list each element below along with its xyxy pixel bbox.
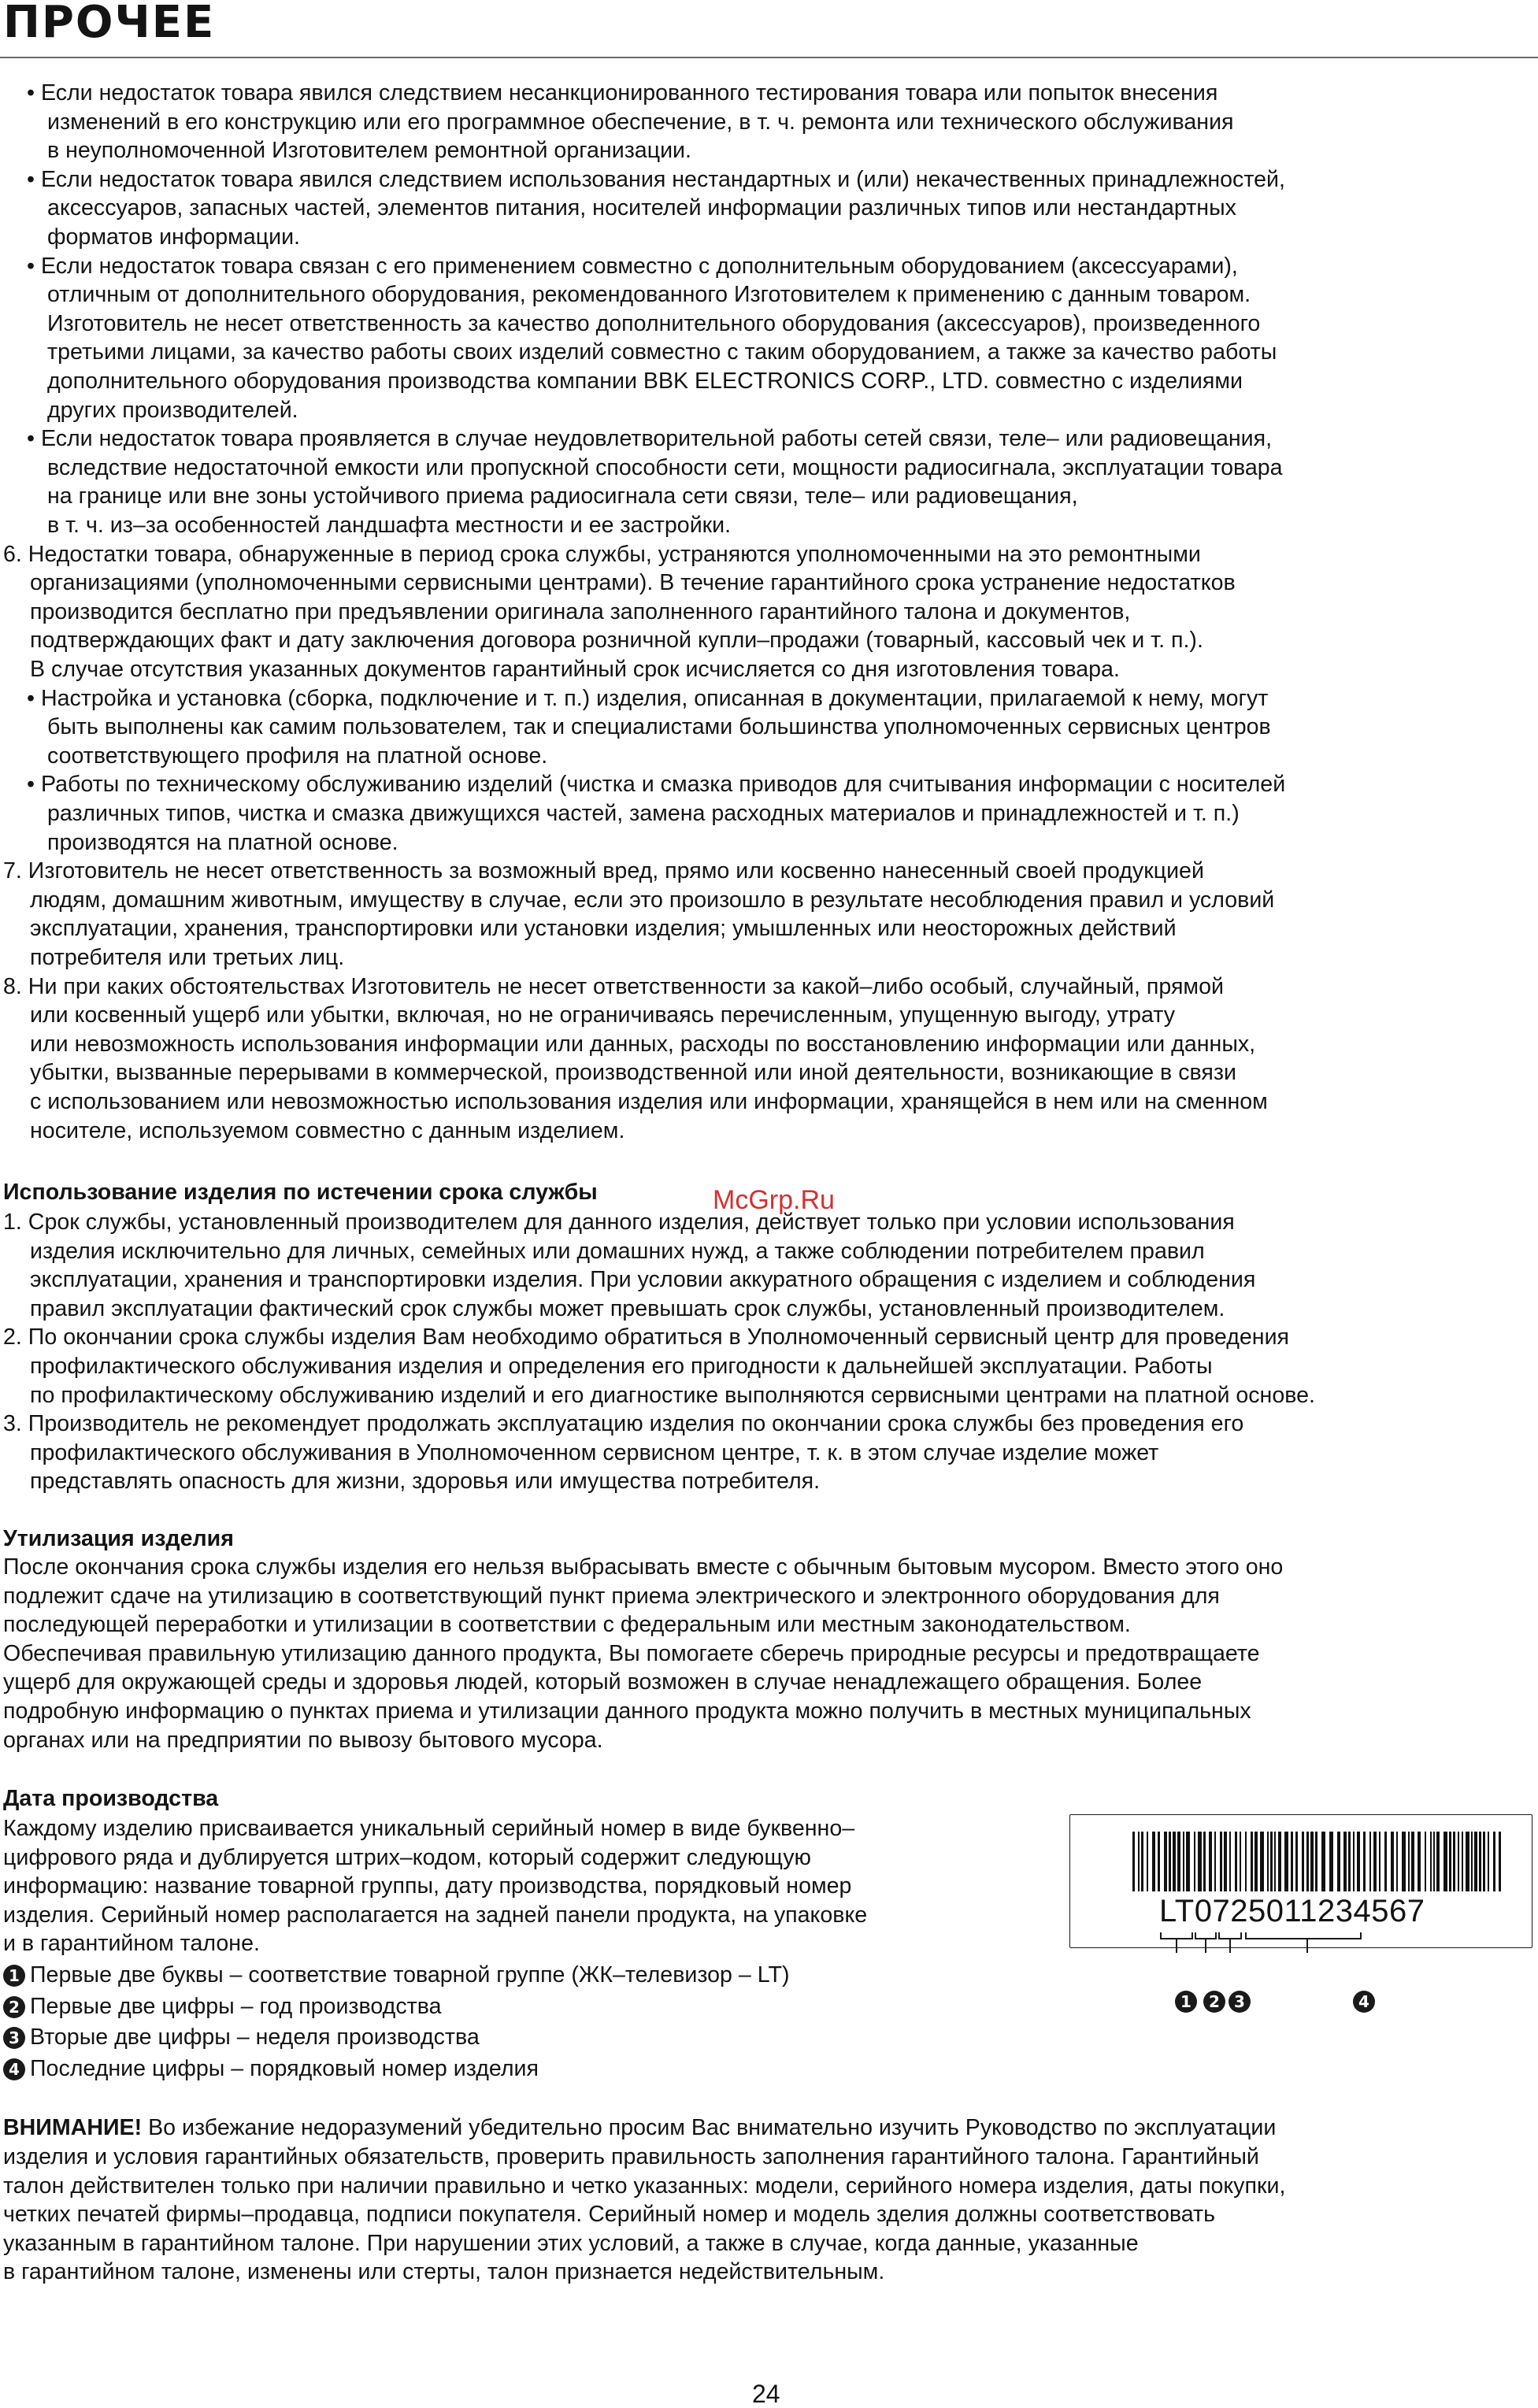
attention-first-line [3,2113,1276,2142]
warranty-line: • Если недостаток товара явился следствием использования нестандартных и (или) некачественных принадлежностей, [27,166,1285,192]
barcode-bar [1274,1832,1276,1891]
barcode-bar [1453,1832,1455,1891]
serial-number: LT0725011234567 [1159,1894,1425,1928]
serial-segment-brackets [1158,1931,1362,1962]
page-number: 24 [752,2380,780,2408]
barcode-marker: 2 [1203,1991,1225,2013]
serial-legend-text: Последние цифры – порядковый номер изделия [30,2055,539,2081]
production-date-line: цифрового ряда и дублируется штрих–кодом, который содержит следующую [3,1844,811,1870]
barcode-bar [1267,1832,1269,1891]
warranty-line: 6. Недостатки товара, обнаруженные в период срока службы, устраняются уполномоченными на это ремонтными [3,541,1201,567]
barcode-bar [1343,1832,1347,1891]
warranty-line: форматов информации. [47,224,300,250]
warranty-line: других производителей. [47,397,298,423]
service-life-line: 1. Срок службы, установленный производителем для данного изделия, действует только при условии использования [3,1210,1235,1235]
warranty-line: подтверждающих факт и дату заключения договора розничной купли–продажи (товарный, кассовый чек и т. п.). [30,628,1203,654]
warranty-line: на границе или вне зоны устойчивого приема радиосигнала сети связи, теле– или радиовещания, [47,483,1078,509]
warranty-line: В случае отсутствия указанных документов гарантийный срок исчисляется со дня изготовления товара. [30,657,1120,682]
barcode-bar [1306,1832,1309,1891]
barcode-bar [1177,1832,1180,1891]
warranty-line: • Настройка и установка (сборка, подключение и т. п.) изделия, описанная в документации, прилагаемой к нему, могут [27,685,1269,711]
warranty-line: быть выполнены как самим пользователем, так и специалистами большинства уполномоченных сервисных центров [47,714,1271,740]
barcode-bar [1499,1832,1501,1891]
barcode-bar [1220,1832,1222,1891]
serial-legend-item [3,1961,790,1989]
warranty-line: Изготовитель не несет ответственность за качество дополнительного оборудования (аксессуаров), произведенного [47,310,1261,336]
attention-label: ВНИМАНИЕ! [3,2115,143,2140]
service-life-line: изделия исключительно для личных, семейных или домашних нужд, а также соблюдении потребителем правил [30,1238,1205,1264]
barcode-bar [1251,1832,1253,1891]
service-life-line: 2. По окончании срока службы изделия Вам необходимо обратиться в Уполномоченный сервисный центр для проведения [3,1324,1290,1350]
barcode-bar [1402,1832,1406,1891]
production-date-heading: Дата производства [3,1786,219,1811]
barcode-bar [1183,1832,1184,1891]
warranty-line: вследствие недостаточной емкости или пропускной способности сети, мощности радиосигнала, эксплуатации товара [47,454,1283,480]
number-badge: 1 [3,1965,25,1987]
barcode-bar [1443,1832,1447,1891]
barcode-bar [1315,1832,1317,1891]
barcode-bar [1369,1832,1371,1891]
warranty-line: убытки, вызванные перерывами в коммерческой, производственной или иной деятельности, возникающие в связи [30,1060,1236,1086]
service-life-heading: Использование изделия по истечении срока службы [3,1180,598,1205]
number-badge: 4 [3,2058,25,2080]
barcode-bar [1466,1832,1469,1891]
barcode-bar [1209,1832,1212,1891]
barcode-bar [1488,1832,1489,1891]
service-life-line: эксплуатации, хранения и транспортировки изделия. При условии аккуратного обращения с изделием и соблюдения [30,1267,1256,1293]
serial-legend-text: Первые две цифры – год производства [30,1993,442,2019]
warranty-line: производятся на платной основе. [47,829,398,855]
barcode-bar [1458,1832,1459,1891]
warranty-line: соответствующего профиля на платной основе. [47,743,548,769]
attention-text: Во избежание недоразумений убедительно просим Вас внимательно изучить Руководство по эксплуатации [148,2115,1277,2140]
disposal-line: подлежит сдаче на утилизацию в соответствующий пункт приема электрического и электронного оборудования для [3,1583,1220,1609]
disposal-heading: Утилизация изделия [3,1526,234,1551]
barcode-bar [1198,1832,1202,1891]
warranty-line: 8. Ни при каких обстоятельствах Изготовитель не несет ответственности за какой–либо особый, случайный, прямой [3,973,1224,999]
warranty-line: эксплуатации, хранения, транспортировки или установки изделия; умышленных или неосторожных действий [30,916,1177,942]
warranty-line: или невозможность использования информации или данных, расходы по восстановлению информации или данных, [30,1031,1256,1057]
barcode-bar [1147,1832,1148,1891]
barcode-bar [1396,1832,1398,1891]
barcode-bar [1138,1832,1140,1891]
barcode-bar [1158,1832,1160,1891]
warranty-line: или косвенный ущерб или убытки, включая, но не ограничиваясь перечисленным, упущенную выгоду, утрату [30,1002,1176,1028]
barcode-bar [1270,1832,1273,1891]
barcode-image [1126,1832,1510,1893]
warranty-line: носителе, используемом совместно с данным изделием. [30,1117,625,1143]
barcode-bar [1164,1832,1167,1891]
barcode-bar [1152,1832,1155,1891]
watermark: McGrp.Ru [713,1185,835,1215]
barcode-bar [1353,1832,1355,1891]
warranty-line: • Если недостаток товара явился следствием несанкционированного тестирования товара или попыток внесения [27,80,1218,106]
serial-legend-text: Вторые две цифры – неделя производства [30,2025,480,2051]
production-date-line: Каждому изделию присваивается уникальный серийный номер в виде буквенно– [3,1816,855,1841]
barcode-bar [1229,1832,1231,1891]
production-date-line: изделия. Серийный номер располагается на задней панели продукта, на упаковке [3,1902,868,1928]
barcode-bar [1321,1832,1325,1891]
barcode-bar [1245,1832,1247,1891]
warranty-line: в неуполномоченной Изготовителем ремонтной организации. [47,138,691,164]
warranty-line: людям, домашним животным, имуществу в случае, если это произошло в результате несоблюдения правил и условий [30,887,1275,913]
production-date-line: информацию: название товарной группы, дату производства, порядковый номер [3,1873,852,1899]
service-life-line: 3. Производитель не рекомендует продолжать эксплуатацию изделия по окончании срока службы без проведения его [3,1411,1244,1437]
barcode-bar [1384,1832,1387,1891]
number-badge: 3 [3,2027,25,2049]
barcode-bar [1186,1832,1190,1891]
disposal-line: органах или на предприятии по вывозу бытового мусора. [3,1727,603,1753]
barcode-marker: 3 [1229,1991,1251,2013]
disposal-line: После окончания срока службы изделия его нельзя выбрасывать вместе с обычным бытовым мусором. Вместо этого оно [3,1554,1284,1580]
service-life-line: представлять опасность для жизни, здоровья или имущества потребителя. [30,1469,821,1495]
service-life-line: правил эксплуатации фактический срок службы может превышать срок службы, установленный производителем. [30,1295,1225,1321]
production-date-line: и в гарантийном талоне. [3,1931,260,1957]
warranty-line: с использованием или невозможностью использования изделия или информации, хранящейся в нем или на сменном [30,1089,1268,1114]
barcode-bar [1373,1832,1377,1891]
warranty-line: в т. ч. из–за особенностей ландшафта местности и ее застройки. [47,513,732,538]
attention-line: талон действителен только при наличии правильно и четко указанных: модели, серийного номера изделия, даты покупки, [3,2173,1286,2199]
barcode-bar [1430,1832,1432,1891]
barcode-bar [1203,1832,1206,1891]
warranty-line: дополнительного оборудования производства компании BBK ELECTRONICS CORP., LTD. совместно с изделиями [47,369,1243,394]
disposal-line: последующей переработки и утилизации в соответствии с федеральным или местным законодательством. [3,1612,1131,1638]
barcode-bar [1278,1832,1281,1891]
warranty-line: • Работы по техническому обслуживанию изделий (чистка и смазка приводов для считывания информации с носителей [27,772,1286,798]
warranty-line: потребителя или третьих лиц. [30,945,345,970]
serial-legend-item [3,2054,539,2083]
warranty-line: • Если недостаток товара проявляется в случае неудовлетворительной работы сетей связи, теле– или радиовещания, [27,426,1273,452]
serial-legend-item [3,1992,442,2021]
barcode-bar [1141,1832,1143,1891]
attention-line: изделия и условия гарантийных обязательств, проверить правильность заполнения гарантийного талона. Гарантийный [3,2144,1259,2169]
disposal-line: подробную информацию о пунктах приема и утилизации данного продукта можно получить в местных муниципальных [3,1699,1251,1724]
barcode-bar [1235,1832,1237,1891]
barcode-bar [1363,1832,1366,1891]
barcode-bar [1474,1832,1477,1891]
barcode-bar [1254,1832,1258,1891]
warranty-line: изменений в его конструкцию или его программное обеспечение, в т. ч. ремонта или технического обслуживания [47,109,1234,135]
barcode-bar [1302,1832,1304,1891]
barcode-bar [1411,1832,1414,1891]
serial-legend-text: Первые две буквы – соответствие товарной группе (ЖК–телевизор – LT) [30,1962,790,1988]
barcode-bar [1425,1832,1426,1891]
barcode-bar [1224,1832,1227,1891]
barcode-bar [1169,1832,1171,1891]
barcode-bar [1483,1832,1485,1891]
service-life-line: профилактического обслуживания в Уполномоченном сервисном центре, т. к. в этом случае изделие может [30,1439,1159,1465]
barcode-bar [1295,1832,1298,1891]
barcode-bar [1284,1832,1288,1891]
barcode-bar [1379,1832,1380,1891]
warranty-line: третьими лицами, за качество работы своих изделий совместно с таким оборудованием, а также за качество работы [47,339,1277,365]
barcode-bar [1493,1832,1495,1891]
barcode-bar [1337,1832,1340,1891]
warranty-line: организациями (уполномоченными сервисными центрами). В течение гарантийного срока устранение недостатков [30,570,1236,596]
barcode-bar [1214,1832,1216,1891]
attention-line: четких печатей фирмы–продавца, подписи покупателя. Серийный номер и модель зделия должны соответствовать [3,2202,1215,2228]
warranty-line: производится бесплатно при предъявлении оригинала заполненного гарантийного талона и документов, [30,598,1131,624]
barcode-bar [1391,1832,1394,1891]
warranty-line: 7. Изготовитель не несет ответственность за возможный вред, прямо или косвенно нанесенный своей продукцией [3,858,1204,884]
attention-line: указанным в гарантийном талоне. При нарушении этих условий, а также в случае, когда данные, указанные [3,2230,1139,2256]
warranty-line: • Если недостаток товара связан с его применением совместно с дополнительным оборудованием (аксессуарами), [27,253,1238,279]
barcode-bar [1348,1832,1351,1891]
barcode-bar [1291,1832,1293,1891]
barcode-bar [1194,1832,1195,1891]
attention-line: в гарантийном талоне, изменены или стерты, талон признается недействительным. [3,2259,885,2285]
service-life-line: по профилактическому обслуживанию изделий и его диагностике выполняются сервисными центрами на платной основе. [30,1382,1315,1408]
barcode-bar [1471,1832,1473,1891]
barcode-bar [1173,1832,1176,1891]
barcode-bar [1479,1832,1481,1891]
serial-legend-item [3,2023,480,2051]
barcode-bar [1433,1832,1435,1891]
warranty-line: различных типов, чистка и смазка движущихся частей, замена расходных материалов и принадлежностей и т. п.) [47,801,1240,826]
warranty-line: отличным от дополнительного оборудования, рекомендованного Изготовителем к применению с данным товаром. [47,282,1251,308]
barcode-bar [1260,1832,1264,1891]
barcode-marker: 1 [1175,1991,1197,2013]
barcode-bar [1310,1832,1314,1891]
barcode-bar [1418,1832,1421,1891]
page-title: ПРОЧЕЕ [3,0,216,48]
disposal-line: ущерб для окружающей среды и здоровья людей, который возможен в случае ненадлежащего обращения. Более [3,1669,1203,1695]
barcode-marker: 4 [1353,1991,1375,2013]
barcode-bar [1462,1832,1463,1891]
barcode-bar [1357,1832,1360,1891]
barcode-bar [1449,1832,1451,1891]
barcode-bar [1240,1832,1241,1891]
disposal-line: Обеспечивая правильную утилизацию данного продукта, Вы помогаете сберечь природные ресурсы и предотвращаете [3,1640,1260,1666]
barcode-bar [1132,1832,1135,1891]
title-divider [0,57,1538,58]
barcode-bar [1329,1832,1333,1891]
service-life-line: профилактического обслуживания изделия и определения его пригодности к дальнейшей эксплуатации. Работы [30,1354,1213,1379]
barcode-bar [1408,1832,1410,1891]
barcode-bar [1436,1832,1440,1891]
warranty-line: аксессуаров, запасных частей, элементов питания, носителей информации различных типов или нестандартных [47,195,1236,221]
number-badge: 2 [3,1996,25,2018]
